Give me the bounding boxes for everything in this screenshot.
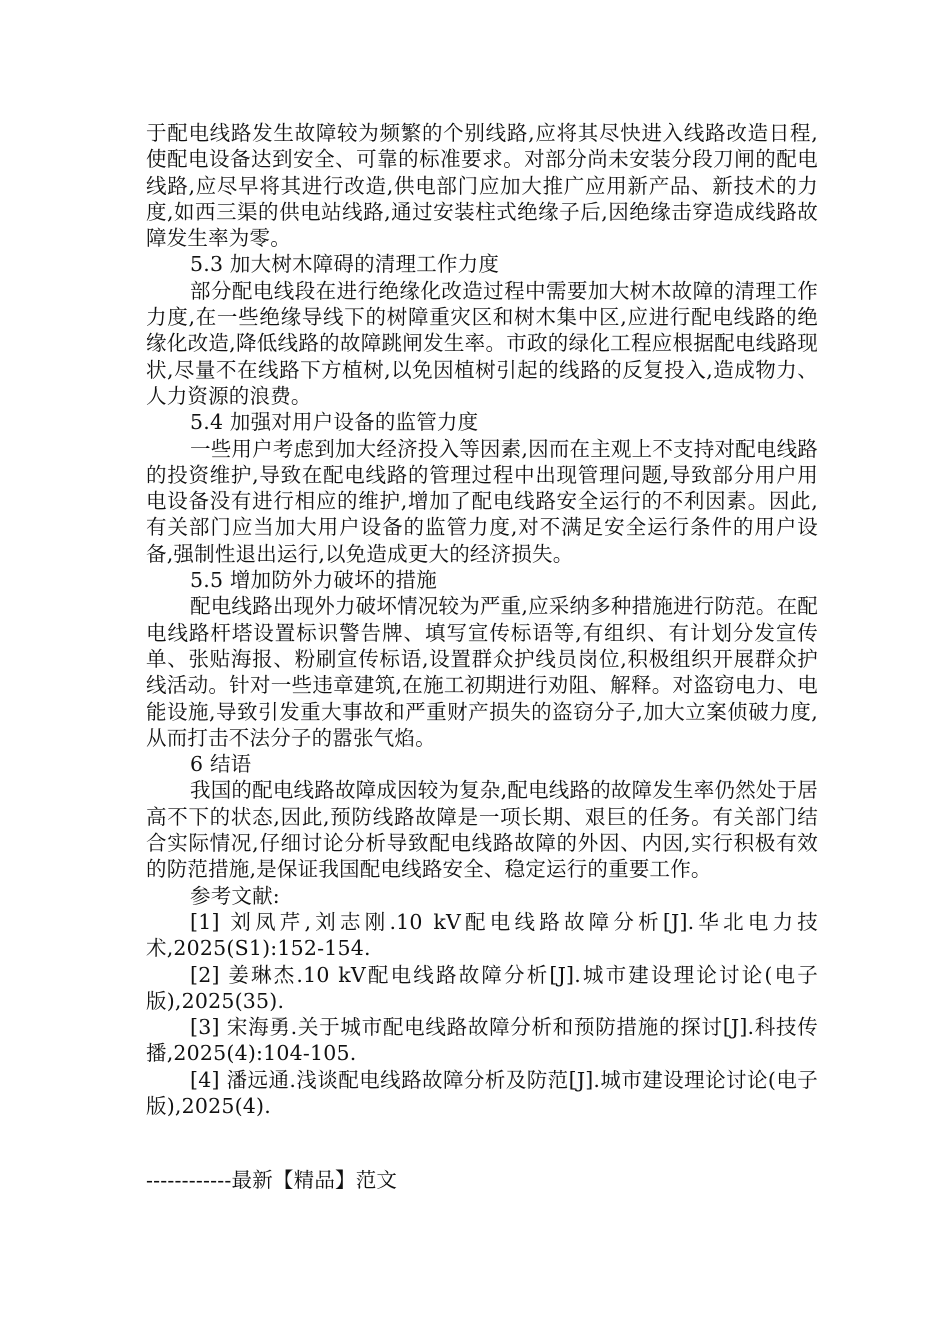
document-body [146, 120, 818, 1119]
paragraph-5-5: 配电线路出现外力破坏情况较为严重,应采纳多种措施进行防范。在配电线路杆塔设置标识警告牌、填写宣传标语等,有组织、有计划分发宣传单、张贴海报、粉刷宣传标语,设置群众护线员岗位,积极组织开展群众护线活动。针对一些违章建筑,在施工初期进行劝阻、解释。对盗窃电力、电能设施,导致引发重大事故和严重财产损失的盗窃分子,加大立案侦破力度,从而打击不法分子的嚣张气焰。 [146, 594, 818, 750]
paragraph-continued: 于配电线路发生故障较为频繁的个别线路,应将其尽快进入线路改造日程,使配电设备达到安全、可靠的标准要求。对部分尚未安装分段刀闸的配电线路,应尽早将其进行改造,供电部门应加大推广应用新产品、新技术的力度,如西三渠的供电站线路,通过安装柱式绝缘子后,因绝缘击穿造成线路故障发生率为零。 [146, 121, 818, 251]
paragraph-5-4: 一些用户考虑到加大经济投入等因素,因而在主观上不支持对配电线路的投资维护,导致在配电线路的管理过程中出现管理问题,导致部分用户用电设备没有进行相应的维护,增加了配电线路安全运行的不利因素。因此,有关部门应当加大用户设备的监管力度,对不满足安全运行条件的用户设备,强制性退出运行,以免造成更大的经济损失。 [146, 436, 818, 566]
paragraph-conclusion: 我国的配电线路故障成因较为复杂,配电线路的故障发生率仍然处于居高不下的状态,因此,预防线路故障是一项长期、艰巨的任务。有关部门结合实际情况,仔细讨论分析导致配电线路故障的外因、内因,实行积极有效的防范措施,是保证我国配电线路安全、稳定运行的重要工作。 [146, 778, 818, 882]
heading-5-3: 5.3 加大树木障碍的清理工作力度 [190, 252, 500, 277]
heading-5-4: 5.4 加强对用户设备的监管力度 [190, 410, 479, 435]
reference-item: [3] 宋海勇.关于城市配电线路故障分析和预防措施的探讨[J].科技传播,2025(4):104-105. [146, 1015, 818, 1066]
paragraph-5-3: 部分配电线段在进行绝缘化改造过程中需要加大树木故障的清理工作力度,在一些绝缘导线下的树障重灾区和树木集中区,应进行配电线路的绝缘化改造,降低线路的故障跳闸发生率。市政的绿化工程应根据配电线路现状,尽量不在线路下方植树,以免因植树引起的线路的反复投入,造成物力、人力资源的浪费。 [146, 278, 818, 408]
references-title: 参考文献: [190, 883, 280, 908]
reference-item: [1] 刘凤芹,刘志刚.10 kV配电线路故障分析[J].华北电力技术,2025(S1):152-154. [146, 909, 818, 961]
heading-5-5: 5.5 增加防外力破坏的措施 [190, 568, 437, 593]
reference-item: [4] 潘远通.浅谈配电线路故障分析及防范[J].城市建设理论讨论(电子版),2025(4). [146, 1067, 818, 1118]
page-footer: ------------最新【精品】范文 [146, 1168, 398, 1192]
reference-item: [2] 姜琳杰.10 kV配电线路故障分析[J].城市建设理论讨论(电子版),2025(35). [146, 962, 818, 1013]
heading-6-conclusion: 6 结语 [190, 752, 252, 777]
